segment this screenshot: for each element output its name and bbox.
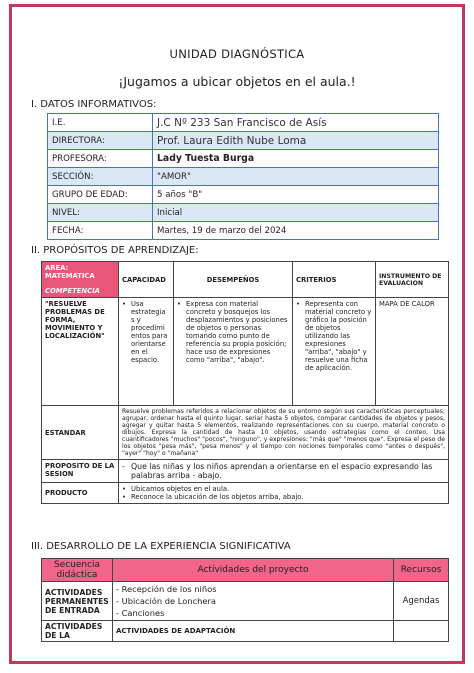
producto-cell <box>119 483 449 504</box>
bullet-icon: • <box>122 300 127 308</box>
producto-label: PRODUCTO <box>42 483 119 504</box>
activity-text: Recepción de los niños <box>121 584 217 594</box>
bullet-icon: • <box>296 300 301 308</box>
recursos-cell: Agendas <box>394 582 449 621</box>
desarrollo-header-row <box>42 559 449 582</box>
activity-item <box>116 607 390 619</box>
dash-icon: - <box>116 608 122 618</box>
area-label: AREA: MATEMATICA <box>45 264 95 280</box>
info-label: SECCIÓN: <box>48 168 153 186</box>
section-datos-heading: I. DATOS INFORMATIVOS: <box>31 99 157 110</box>
dash-icon: - <box>122 462 125 471</box>
estandar-text: Resuelve problemas referidos a relacionar objetos de su entorno según sus características perceptuales; agrupar, ordenar hasta el quinto lugar, seriar hasta 5 objetos, comparar cantidades de objetos y pesos, agregar y quitar hasta 5 elementos, realizando representaciones con su cuerpo, material concreto o dibujos. Expresa la cantidad de hasta 10 objetos, usando estrategias como el conteo. Usa cuantificadores "muchos" "pocos", "ninguno", y expresiones: "más que" "menos que". Expresa el peso de los objetos "pesa más", "pesa menos" y el tiempo con nociones temporales como "antes o después", "ayer" "hoy" o "mañana" <box>119 406 449 460</box>
dash-icon: - <box>116 584 122 594</box>
criterios-header: CRITERIOS <box>293 262 376 298</box>
bullet-icon: • <box>177 300 182 308</box>
info-row <box>48 132 439 150</box>
criterio-text: Representa con material concreto y gráfico la posición de objetos utilizando las expresiones "arriba", "abajo" y resuelve una ficha de aplicación. <box>305 300 372 372</box>
desempeno-text: Expresa con material concreto y bosquejos los desplazamientos y posiciones de objetos o personas tomando como punto de referencia su propia posición; hace uso de expresiones como "arriba", "abajo". <box>186 300 288 364</box>
bullet-icon: • <box>122 485 127 493</box>
document-subtitle: ¡Jugamos a ubicar objetos en el aula.! <box>118 74 356 89</box>
instrumento-cell: MAPA DE CALOR <box>376 298 449 406</box>
proposito-cell <box>119 460 449 483</box>
capacidad-header: CAPACIDAD <box>119 262 174 298</box>
info-row <box>48 222 439 240</box>
desarrollo-table <box>41 558 449 642</box>
section-propositos-heading: II. PROPÓSITOS DE APRENDIZAJE: <box>31 245 199 256</box>
propositos-content-row <box>42 298 449 406</box>
recursos-header: Recursos <box>394 559 449 582</box>
info-table <box>47 113 439 240</box>
desarrollo-row <box>42 621 449 642</box>
capacidad-text: Usa estrategia s y procedimi entos para orientarse en el espacio. <box>131 300 168 364</box>
desempeno-cell <box>174 298 293 406</box>
info-value: Prof. Laura Edith Nube Loma <box>153 132 439 150</box>
document-title: UNIDAD DIAGNÓSTICA <box>169 47 305 61</box>
info-row <box>48 204 439 222</box>
producto-item: Ubicamos objetos en el aula. <box>131 485 230 493</box>
recursos-cell <box>394 621 449 642</box>
estandar-row <box>42 406 449 460</box>
info-label: DIRECTORA: <box>48 132 153 150</box>
info-label: GRUPO DE EDAD: <box>48 186 153 204</box>
secuencia-label: ACTIVIDADES DE LA <box>42 621 113 642</box>
area-cell <box>42 262 119 298</box>
info-row <box>48 168 439 186</box>
activity-item <box>116 583 390 595</box>
info-row <box>48 150 439 168</box>
criterio-cell <box>293 298 376 406</box>
info-value: "AMOR" <box>153 168 439 186</box>
producto-row <box>42 483 449 504</box>
propositos-header-row <box>42 262 449 298</box>
estandar-label: ESTANDAR <box>42 406 119 460</box>
proposito-row <box>42 460 449 483</box>
proposito-text: Que las niñas y los niños aprendan a orientarse en el espacio expresando las palabras arriba - abajo. <box>131 462 433 480</box>
info-label: I.E. <box>48 114 153 132</box>
actividades-cell: ACTIVIDADES DE ADAPTACIÓN <box>113 621 394 642</box>
info-label: FECHA: <box>48 222 153 240</box>
bullet-icon: • <box>122 493 127 501</box>
secuencia-label: ACTIVIDADES PERMANENTES DE ENTRADA <box>42 582 113 621</box>
activity-text: Canciones <box>121 608 165 618</box>
producto-item: Reconoce la ubicación de los objetos arriba, abajo. <box>131 493 304 501</box>
propositos-table <box>41 261 449 504</box>
document-page <box>9 4 465 664</box>
info-value: Inicial <box>153 204 439 222</box>
proposito-label: PROPOSITO DE LA SESION <box>42 460 119 483</box>
secuencia-header: Secuencia didáctica <box>42 559 113 582</box>
activity-item <box>116 595 390 607</box>
info-value: J.C Nº 233 San Francisco de Asís <box>153 114 439 132</box>
instrumento-header: INSTRUMENTO DE EVALUACION <box>376 262 449 298</box>
activity-text: Ubicación de Lonchera <box>121 596 217 606</box>
actividades-cell <box>113 582 394 621</box>
desarrollo-row <box>42 582 449 621</box>
competencia-label: COMPETENCIA <box>45 287 100 295</box>
actividades-header: Actividades del proyecto <box>113 559 394 582</box>
desempenos-header: DESEMPEÑOS <box>174 262 293 298</box>
info-label: NIVEL: <box>48 204 153 222</box>
info-row <box>48 114 439 132</box>
info-value: 5 años "B" <box>153 186 439 204</box>
info-value: Martes, 19 de marzo del 2024 <box>153 222 439 240</box>
info-value: Lady Tuesta Burga <box>153 150 439 168</box>
info-row <box>48 186 439 204</box>
section-desarrollo-heading: III. DESARROLLO DE LA EXPERIENCIA SIGNIFICATIVA <box>31 541 291 552</box>
capacidad-cell <box>119 298 174 406</box>
competencia-cell: "RESUELVE PROBLEMAS DE FORMA, MOVIMIENTO Y LOCALIZACIÓN" <box>42 298 119 406</box>
dash-icon: - <box>116 596 122 606</box>
info-label: PROFESORA: <box>48 150 153 168</box>
